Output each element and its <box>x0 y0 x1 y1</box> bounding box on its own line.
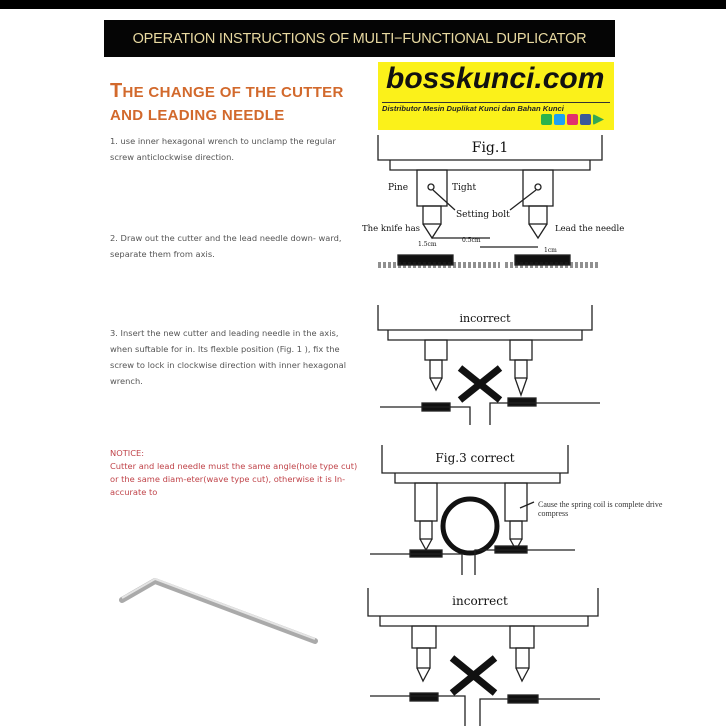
logo-brand: bosskunci.com <box>386 62 605 95</box>
fig3-title: Fig.3 correct <box>435 451 515 465</box>
notice <box>110 447 365 499</box>
fig3-note: Cause the spring coil is complete drive compress <box>538 500 663 518</box>
dim-1cm: 1cm <box>544 247 557 254</box>
instagram-icon <box>567 114 578 125</box>
fig1-title: Fig.1 <box>471 140 509 156</box>
label-tight: Tight <box>452 183 477 193</box>
label-setting-bolt: Setting bolt <box>456 210 510 220</box>
twitter-icon <box>554 114 565 125</box>
facebook-icon <box>580 114 591 125</box>
dim-0-5cm: 0.5cm <box>462 237 481 244</box>
hex-wrench-image <box>110 565 330 655</box>
play-store-icon <box>593 114 604 125</box>
notice-text: Cutter and lead needle must the same angle(hole type cut) or the same diam-eter(wave type cut), otherwise it is In- accurate to <box>110 461 358 497</box>
logo-tagline: Distributor Mesin Duplikat Kunci dan Bahan Kunci <box>382 102 610 113</box>
figure-1-diagram <box>360 130 640 290</box>
brand-logo <box>378 62 614 130</box>
section-title <box>110 80 344 127</box>
line-icon <box>541 114 552 125</box>
document-header <box>104 20 615 57</box>
title-line2: AND LEADING NEEDLE <box>110 107 285 124</box>
label-lead-needle: Lead the needle <box>555 224 625 234</box>
label-pine: Pine <box>388 183 409 193</box>
figure-4-incorrect-diagram <box>360 583 620 726</box>
figure-2-incorrect-diagram <box>370 300 610 425</box>
title-initial: T <box>110 80 123 102</box>
top-bar <box>0 0 726 9</box>
header-title: OPERATION INSTRUCTIONS OF MULTI−FUNCTIONAL DUPLICATOR <box>132 30 587 47</box>
notice-heading: NOTICE: <box>110 448 145 458</box>
title-line1: HE CHANGE OF THE CUTTER <box>122 84 344 101</box>
social-icons <box>541 114 604 125</box>
label-knife: The knife has <box>362 224 421 234</box>
fig4-title: incorrect <box>452 594 508 608</box>
fig2-title: incorrect <box>459 312 511 325</box>
step-3: 3. Insert the new cutter and leading needle in the axis, when suftable for in. Its flexble position (Fig. 1 ), fix the screw to lock in clockwise direction with inner hexagonal wrench. <box>110 328 347 386</box>
dim-1-5cm: 1.5cm <box>418 241 437 248</box>
step-1: 1. use inner hexagonal wrench to unclamp the regular screw anticlockwise direction. <box>110 136 336 162</box>
step-2: 2. Draw out the cutter and the lead needle down- ward, separate them from axis. <box>110 233 342 259</box>
